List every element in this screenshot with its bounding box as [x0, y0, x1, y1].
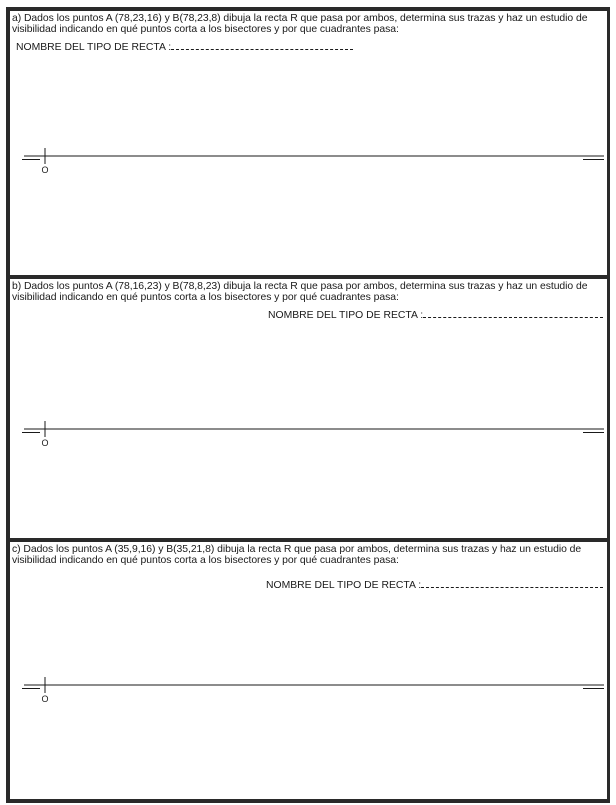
answer-blank[interactable] — [421, 579, 603, 588]
origin-label: O — [41, 694, 49, 704]
exercise-a-line-type — [16, 41, 353, 53]
exercise-b-panel — [10, 279, 607, 538]
origin-label: O — [41, 165, 49, 175]
exercise-c-instruction: c) Dados los puntos A (35,9,16) y B(35,21,8) dibuja la recta R que pasa por ambos, determina sus trazas y haz un estudio de visibilidad indicando en qué puntos corta a los bisectores y por qué cuadrantes pasa: — [12, 544, 582, 566]
exercise-a-ground-line — [10, 146, 607, 176]
answer-blank[interactable] — [423, 309, 603, 318]
answer-blank[interactable] — [171, 41, 353, 50]
exercise-a-instruction: a) Dados los puntos A (78,23,16) y B(78,23,8) dibuja la recta R que pasa por ambos, determina sus trazas y haz un estudio de visibilidad indicando en qué puntos corta a los bisectores y por que cuadrantes pasa: — [12, 13, 588, 35]
exercise-b-instruction: b) Dados los puntos A (78,16,23) y B(78,8,23) dibuja la recta R que pasa por ambos, determina sus trazas y haz un estudio de visibilidad indicando en qué puntos corta a los bisectores y por qué cuadrantes pasa: — [12, 281, 588, 303]
line-type-label: NOMBRE DEL TIPO DE RECTA : — [266, 580, 422, 591]
exercise-b-ground-line — [10, 419, 607, 449]
exercise-b-line-type — [268, 309, 603, 321]
line-type-label: NOMBRE DEL TIPO DE RECTA : — [268, 310, 424, 321]
exercise-c-ground-line — [10, 675, 607, 705]
origin-label: O — [41, 438, 49, 448]
line-type-label: NOMBRE DEL TIPO DE RECTA : — [16, 42, 172, 53]
exercise-c-panel — [10, 542, 607, 800]
worksheet — [6, 7, 610, 803]
exercise-a-panel — [10, 11, 607, 275]
exercise-c-line-type — [266, 579, 603, 591]
